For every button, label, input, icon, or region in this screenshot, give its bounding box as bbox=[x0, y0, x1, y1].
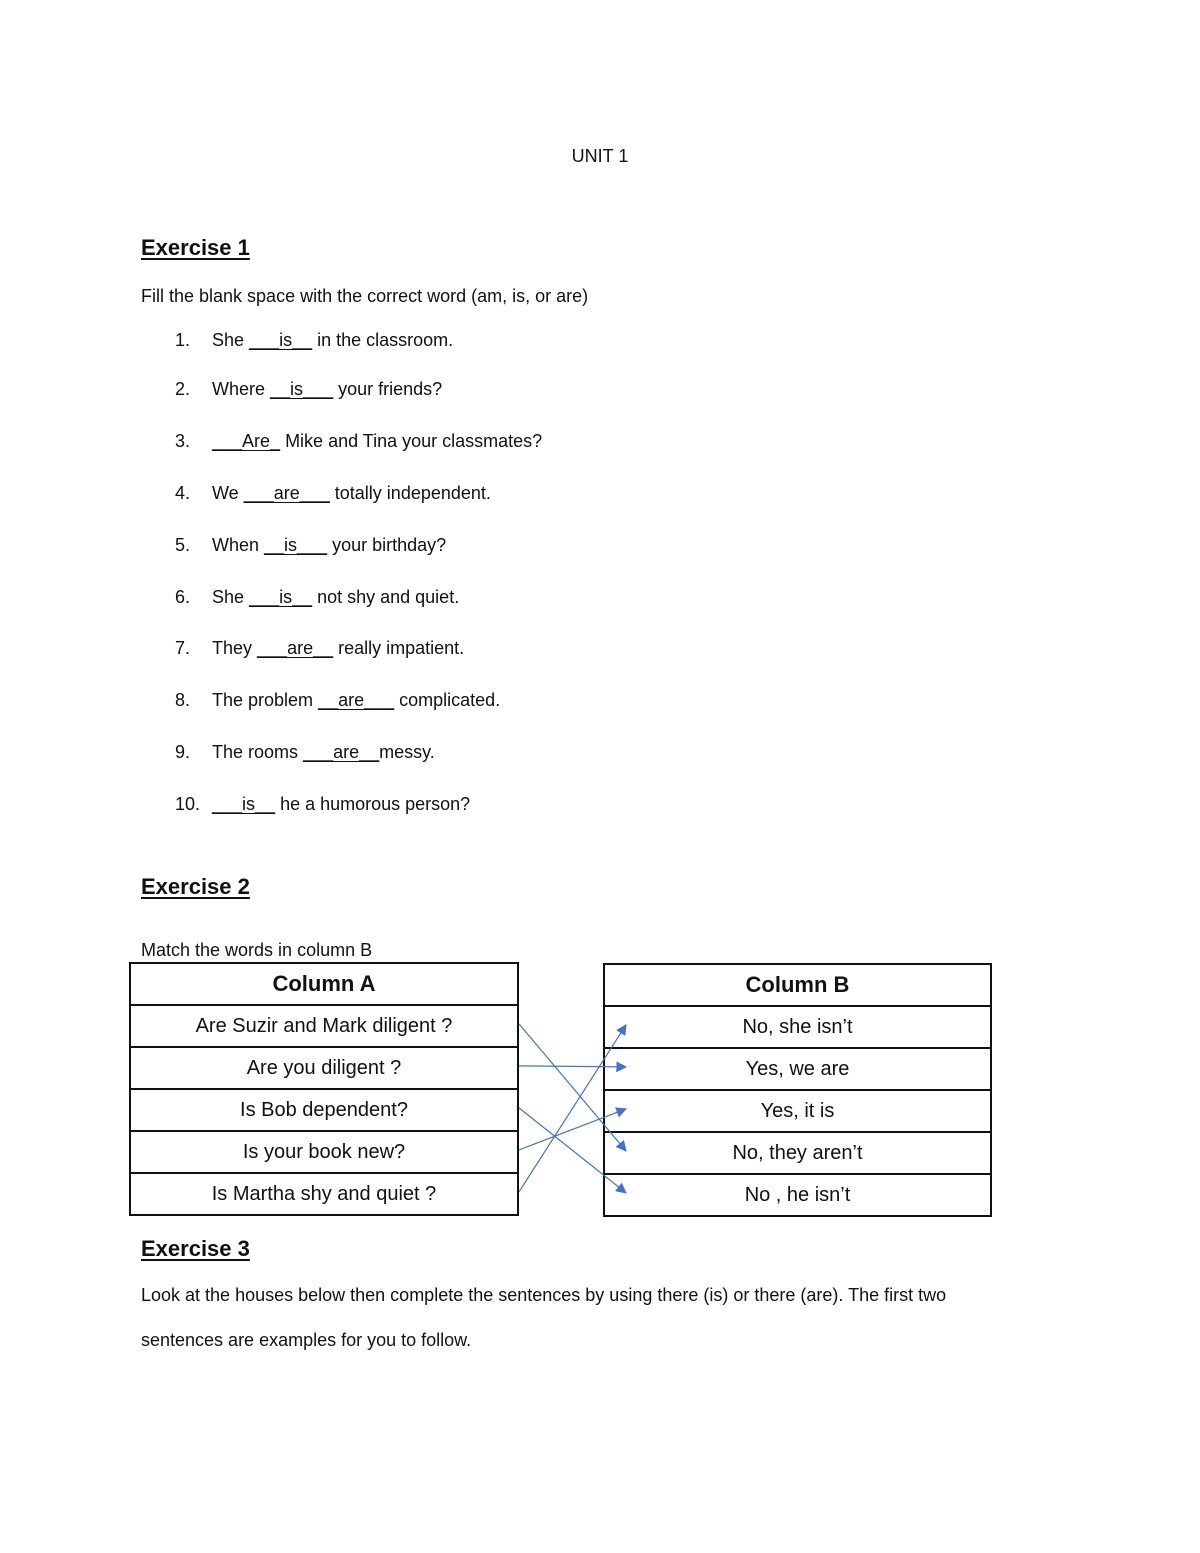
question-suffix: your birthday? bbox=[327, 535, 447, 555]
question-text bbox=[212, 587, 459, 608]
question-suffix: not shy and quiet. bbox=[312, 587, 460, 607]
question-text bbox=[212, 794, 470, 815]
column-b-header: Column B bbox=[604, 964, 991, 1006]
question-number: 4. bbox=[175, 483, 191, 503]
question-prefix: Where bbox=[212, 379, 271, 399]
question-number: 9. bbox=[175, 742, 191, 762]
exercise-2-instruction: Match the words in column B bbox=[141, 940, 373, 960]
question-number: 10. bbox=[175, 794, 201, 814]
question-number: 7. bbox=[175, 638, 191, 658]
question-text bbox=[212, 330, 453, 351]
question-suffix: Mike and Tina your classmates? bbox=[280, 431, 543, 451]
column-a-item: Is Martha shy and quiet ? bbox=[130, 1173, 518, 1215]
exercise-1-instruction: Fill the blank space with the correct word (am, is, or are) bbox=[141, 286, 589, 306]
question-text bbox=[212, 742, 435, 763]
question-suffix: totally independent. bbox=[329, 483, 491, 503]
question-text bbox=[212, 431, 542, 452]
column-a-item: Is Bob dependent? bbox=[130, 1089, 518, 1131]
question-suffix: he a humorous person? bbox=[275, 794, 471, 814]
column-a-item: Is your book new? bbox=[130, 1131, 518, 1173]
answer-blank: ___is__ bbox=[212, 794, 276, 814]
answer-blank: ___is__ bbox=[249, 587, 313, 607]
question-text bbox=[212, 483, 491, 504]
question-number: 8. bbox=[175, 690, 191, 710]
exercise-3-instruction-line-2: sentences are examples for you to follow. bbox=[141, 1330, 472, 1350]
question-text bbox=[212, 690, 500, 711]
exercise-3-instruction-line-1: Look at the houses below then complete the sentences by using there (is) or there (are). The first two bbox=[141, 1285, 947, 1305]
question-number: 6. bbox=[175, 587, 191, 607]
question-suffix: your friends? bbox=[333, 379, 443, 399]
answer-blank: ___are___ bbox=[243, 483, 330, 503]
column-a-item: Are Suzir and Mark diligent ? bbox=[130, 1005, 518, 1047]
column-b-item: No, she isn’t bbox=[604, 1006, 991, 1048]
question-prefix: We bbox=[212, 483, 244, 503]
question-suffix: in the classroom. bbox=[312, 330, 454, 350]
answer-blank: ___are__ bbox=[303, 742, 380, 762]
question-prefix: She bbox=[212, 330, 250, 350]
question-text bbox=[212, 638, 464, 659]
question-prefix: When bbox=[212, 535, 265, 555]
exercise-3-heading: Exercise 3 bbox=[141, 1236, 250, 1261]
question-number: 5. bbox=[175, 535, 191, 555]
column-b-item: No, they aren’t bbox=[604, 1132, 991, 1174]
answer-blank: __are___ bbox=[318, 690, 395, 710]
question-number: 3. bbox=[175, 431, 191, 451]
question-prefix: They bbox=[212, 638, 258, 658]
question-number: 1. bbox=[175, 330, 191, 350]
question-suffix: complicated. bbox=[394, 690, 501, 710]
question-text bbox=[212, 535, 446, 556]
column-a-item: Are you diligent ? bbox=[130, 1047, 518, 1089]
answer-blank: __is___ bbox=[270, 379, 334, 399]
column-b-table bbox=[603, 963, 992, 1217]
question-number: 2. bbox=[175, 379, 191, 399]
column-a-table bbox=[129, 962, 519, 1216]
question-text bbox=[212, 379, 442, 400]
answer-blank: __is___ bbox=[264, 535, 328, 555]
exercise-1-heading: Exercise 1 bbox=[141, 235, 250, 260]
column-b-item: Yes, we are bbox=[604, 1048, 991, 1090]
exercise-2-heading: Exercise 2 bbox=[141, 874, 250, 899]
column-b-item: No , he isn’t bbox=[604, 1174, 991, 1216]
answer-blank: ___is__ bbox=[249, 330, 313, 350]
answer-blank: ___Are_ bbox=[212, 431, 281, 451]
column-b-item: Yes, it is bbox=[604, 1090, 991, 1132]
question-prefix: The problem bbox=[212, 690, 319, 710]
answer-blank: ___are__ bbox=[257, 638, 334, 658]
question-prefix: She bbox=[212, 587, 250, 607]
column-a-header: Column A bbox=[130, 963, 518, 1005]
unit-title: UNIT 1 bbox=[571, 146, 629, 166]
question-prefix: The rooms bbox=[212, 742, 304, 762]
question-suffix: messy. bbox=[379, 742, 435, 762]
question-suffix: really impatient. bbox=[333, 638, 465, 658]
